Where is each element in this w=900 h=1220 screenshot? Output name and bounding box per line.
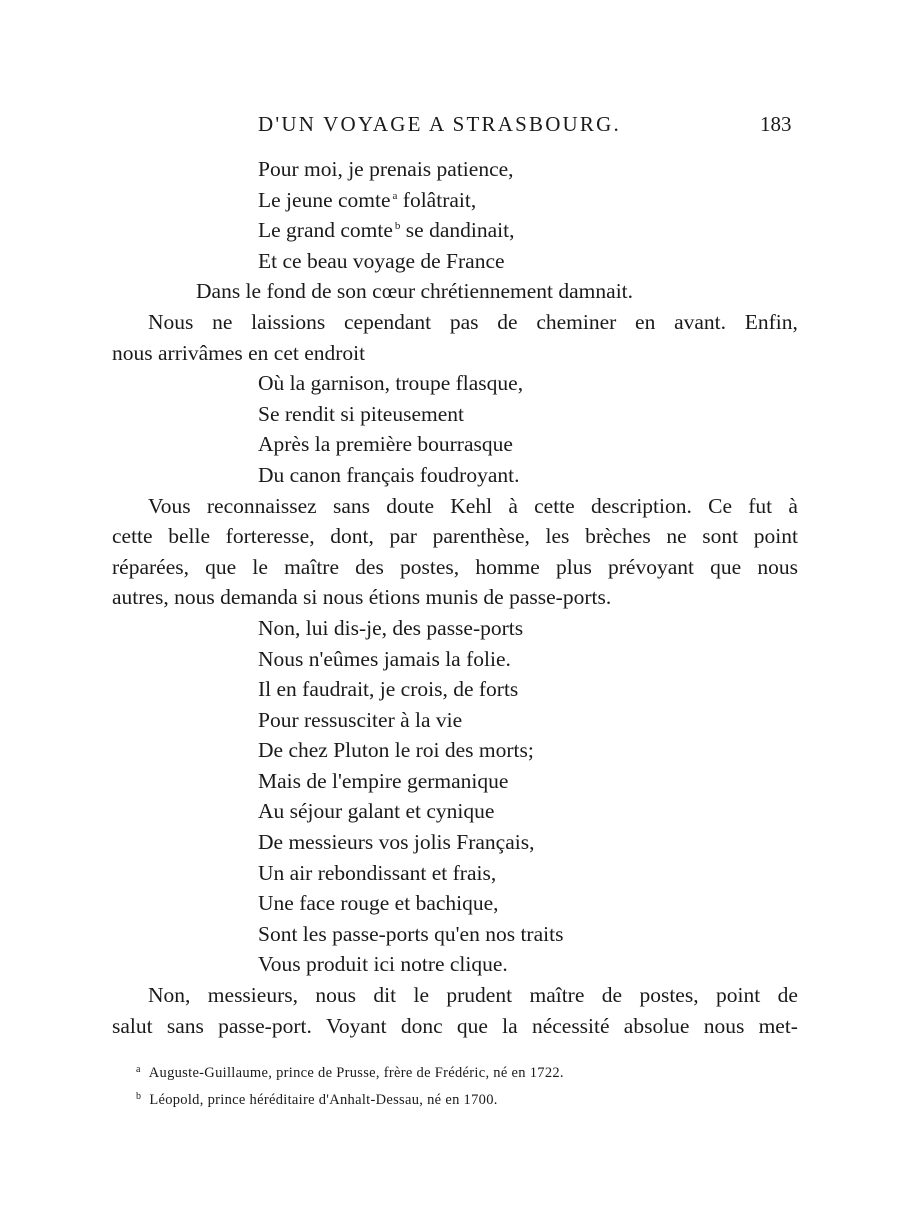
prose-line [148, 307, 798, 338]
prose-line [112, 1011, 798, 1042]
word: maître [284, 554, 339, 579]
footnote-mark: b [136, 1091, 142, 1102]
word: homme [475, 554, 540, 579]
word: la [502, 1013, 518, 1038]
word: sont [702, 524, 739, 549]
verse-line: Au séjour galant et cynique [258, 799, 495, 824]
verse-line: Un air rebondissant et frais, [258, 860, 497, 885]
footnote [136, 1058, 564, 1085]
verse-line: Où la garnison, troupe flasque, [258, 371, 524, 396]
verse-line: Pour ressusciter à la vie [258, 707, 463, 732]
footnote [136, 1085, 564, 1112]
word: ne [666, 524, 687, 549]
word: prévoyant [608, 554, 694, 579]
word: point [753, 524, 798, 549]
word: Kehl [450, 493, 493, 518]
page-number: 183 [760, 112, 792, 136]
word: dont, [330, 524, 374, 549]
footnote-text: Léopold, prince héréditaire d'Anhalt-Dessau, né en 1700. [149, 1092, 498, 1108]
word: pas [449, 309, 479, 334]
word: prudent [446, 983, 513, 1008]
verse-line: Mais de l'empire germanique [258, 768, 509, 793]
word: avant. [674, 309, 727, 334]
prose-line: autres, nous demanda si nous étions munis de passe-ports. [112, 585, 612, 610]
verse-line [258, 215, 798, 246]
verse-text: folâtrait, [397, 187, 477, 212]
verse-text: se dandinait, [400, 218, 515, 243]
word: de [777, 983, 798, 1008]
verse-line: De messieurs vos jolis Français, [258, 830, 535, 855]
word: cette [112, 524, 153, 549]
footnote-text: Auguste-Guillaume, prince de Prusse, frère de Frédéric, né en 1722. [148, 1065, 564, 1081]
word: les [545, 524, 570, 549]
word: que [456, 1013, 488, 1038]
word: absolue [623, 1013, 690, 1038]
word: description. [590, 493, 692, 518]
word: donc [400, 1013, 443, 1038]
verse-line: Il en faudrait, je crois, de forts [258, 677, 519, 702]
word: maître [529, 983, 585, 1008]
word: forteresse, [225, 524, 315, 549]
word: nécessité [531, 1013, 610, 1038]
footnote-reference: b [394, 220, 401, 233]
verse-line: Du canon français foudroyant. [258, 462, 520, 487]
word: point [715, 983, 761, 1008]
word: nous [315, 983, 356, 1008]
prose-line [112, 521, 798, 552]
verse-line: Vous produit ici notre clique. [258, 952, 508, 977]
word: nous [703, 1013, 745, 1038]
word: Enfin, [744, 309, 798, 334]
word: salut [112, 1013, 153, 1038]
verse-line: Une face rouge et bachique, [258, 891, 499, 916]
footnotes [136, 1058, 564, 1112]
word: Vous [148, 493, 191, 518]
word: Ce [708, 493, 733, 518]
word: fut [748, 493, 773, 518]
verse-line: Après la première bourrasque [258, 432, 513, 457]
word: dit [373, 983, 397, 1008]
word: doute [386, 493, 435, 518]
word: par [389, 524, 417, 549]
word: des [355, 554, 384, 579]
word: messieurs, [207, 983, 298, 1008]
word: à [788, 493, 798, 518]
word: le [413, 983, 429, 1008]
word: postes, [639, 983, 699, 1008]
word: sans [166, 1013, 204, 1038]
prose-line [148, 980, 798, 1011]
word: cette [534, 493, 575, 518]
word: cheminer [536, 309, 617, 334]
verse-text: Le jeune comte [258, 187, 391, 212]
footnote-mark: a [136, 1064, 141, 1075]
word: Non, [148, 983, 191, 1008]
word: met- [758, 1013, 798, 1038]
word: sans [332, 493, 370, 518]
verse-line: Sont les passe-ports qu'en nos traits [258, 921, 564, 946]
word: postes, [400, 554, 460, 579]
verse-text: Le grand comte [258, 218, 393, 243]
word: de [601, 983, 623, 1008]
word: que [205, 554, 237, 579]
running-head: D'UN VOYAGE A STRASBOURG. [258, 112, 621, 136]
word: reconnaissez [206, 493, 317, 518]
prose-line: nous arrivâmes en cet endroit [112, 340, 366, 365]
word: à [508, 493, 518, 518]
word: que [710, 554, 742, 579]
word: Voyant [326, 1013, 387, 1038]
word: nous [757, 554, 798, 579]
word: plus [555, 554, 592, 579]
word: cependant [343, 309, 432, 334]
word: parenthèse, [432, 524, 530, 549]
word: belle [168, 524, 211, 549]
verse-line: Se rendit si piteusement [258, 401, 465, 426]
word: le [252, 554, 268, 579]
body-text [112, 154, 798, 1041]
word: Nous [148, 309, 194, 334]
verse-line: Et ce beau voyage de France [258, 248, 505, 273]
word: ne [212, 309, 233, 334]
word: brèches [585, 524, 651, 549]
footnote-reference: a [392, 189, 398, 202]
verse-line: De chez Pluton le roi des morts; [258, 738, 534, 763]
verse-line: Pour moi, je prenais patience, [258, 157, 514, 181]
verse-line: Non, lui dis-je, des passe-ports [258, 615, 524, 640]
word: réparées, [112, 554, 189, 579]
word: en [635, 309, 656, 334]
verse-line [258, 185, 798, 216]
word: de [497, 309, 518, 334]
prose-line [148, 491, 798, 522]
word: passe-port. [218, 1013, 312, 1038]
word: laissions [251, 309, 326, 334]
verse-line: Nous n'eûmes jamais la folie. [258, 646, 511, 671]
prose-line [112, 552, 798, 583]
verse-line: Dans le fond de son cœur chrétiennement damnait. [196, 279, 634, 304]
